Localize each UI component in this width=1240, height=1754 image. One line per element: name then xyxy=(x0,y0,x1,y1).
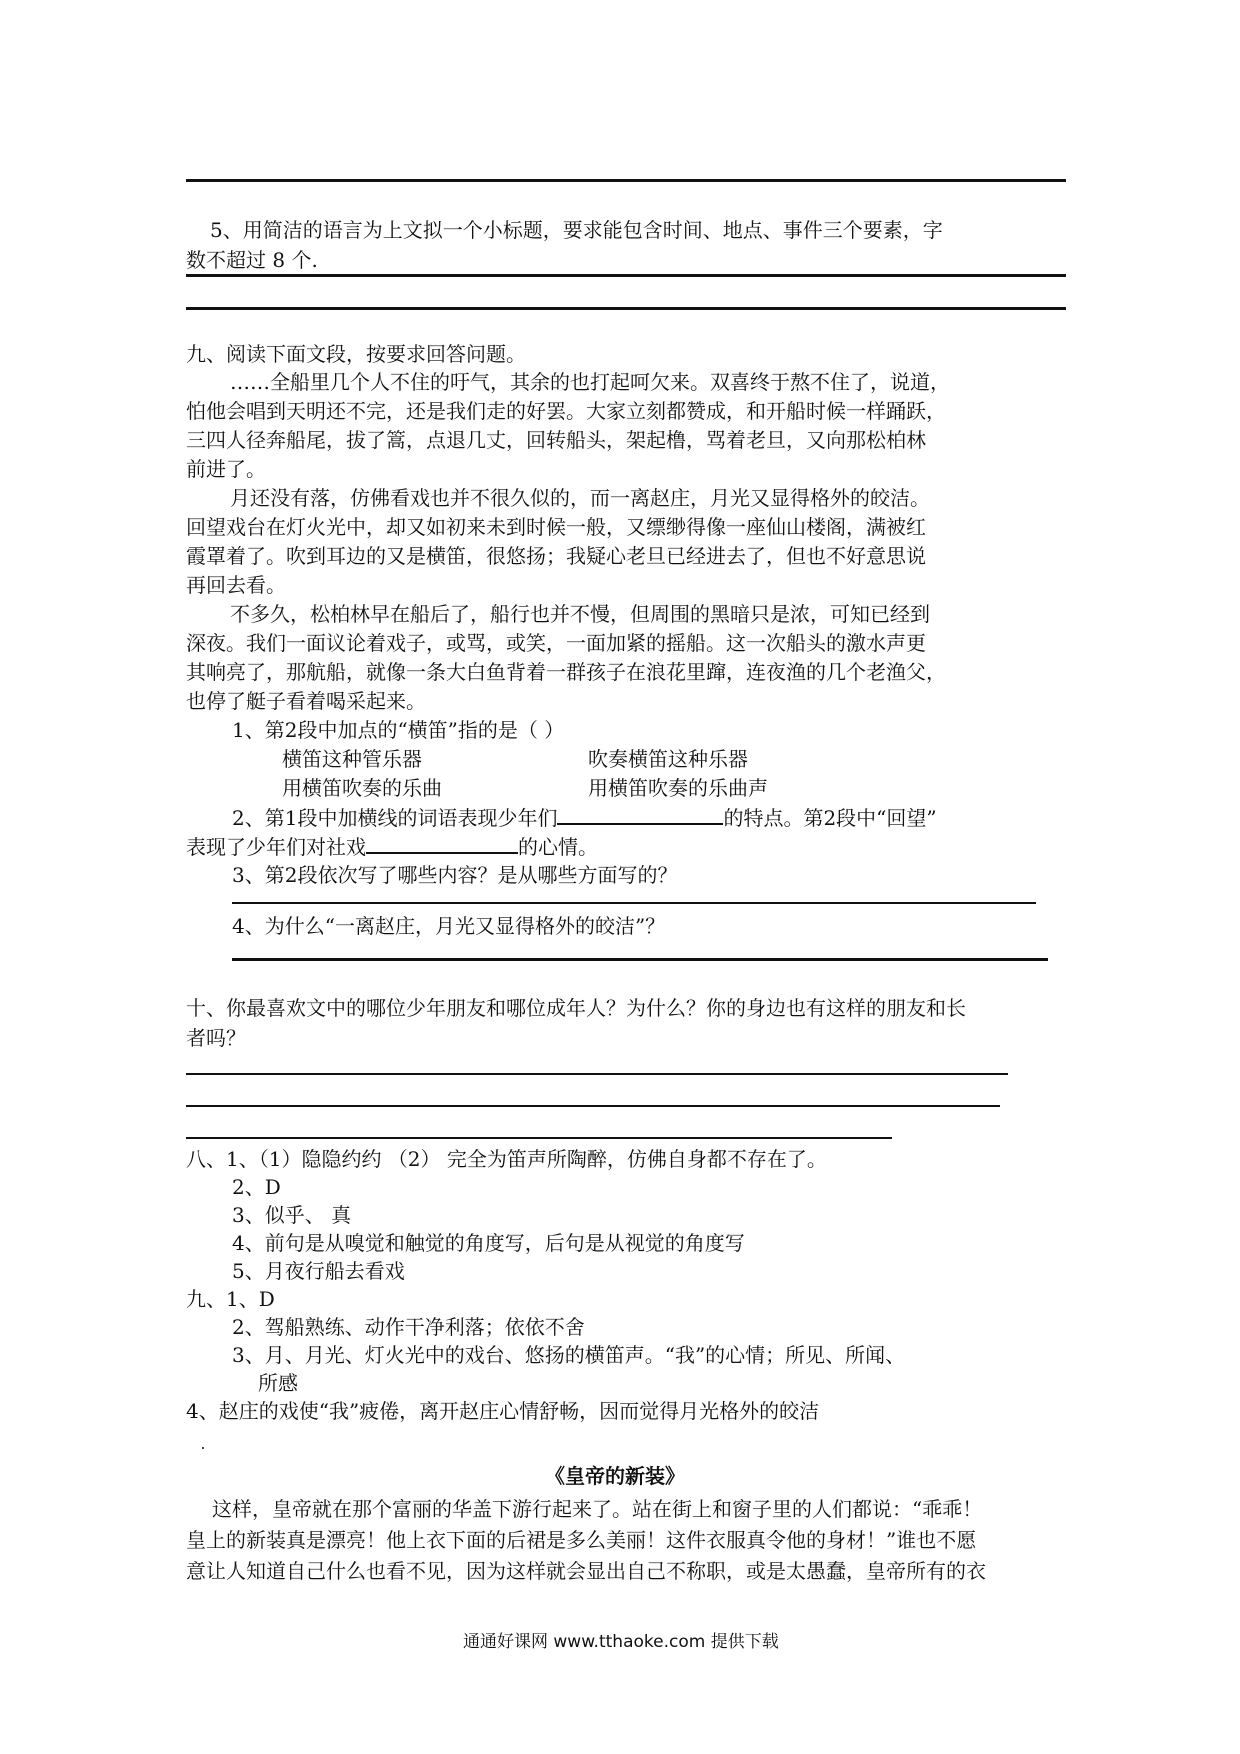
answer-line-text: 4、赵庄的戏使“我”疲倦，离开赵庄心情舒畅，因而觉得月光格外的皎洁 xyxy=(186,1399,820,1423)
question-2-text-c: 表现了少年们对社戏 xyxy=(186,835,366,859)
section-title: 《皇帝的新装》 xyxy=(545,1464,685,1488)
answer-line-text: 九、1、D xyxy=(186,1287,275,1311)
q8-5-line2: 数不超过 8 个. xyxy=(186,248,318,272)
answer-line-text: 2、驾船熟练、动作干净利落；依依不舍 xyxy=(232,1315,585,1339)
answer-line-text: 3、月、月光、灯火光中的戏台、悠扬的横笛声。“我”的心情；所见、所闻、 xyxy=(232,1343,906,1367)
answer-line-text: 3、似乎、 真 xyxy=(232,1203,352,1227)
speck xyxy=(202,1447,204,1449)
question-2-line1 xyxy=(232,803,937,832)
passage-line: 不多久，松柏林早在船后了，船行也并不慢，但周围的黑暗只是浓，可知已经到 xyxy=(230,602,930,626)
question-1: 1、第2段中加点的“横笛”指的是（ ） xyxy=(232,718,565,742)
body-line: 这样，皇帝就在那个富丽的华盖下游行起来了。站在街上和窗子里的人们都说：“乖乖！ xyxy=(212,1497,983,1521)
answer-line xyxy=(232,958,1048,961)
passage-line: 深夜。我们一面议论着戏子，或骂，或笑，一面加紧的摇船。这一次船头的激水声更 xyxy=(186,631,926,655)
section10-line2: 者吗？ xyxy=(186,1026,246,1050)
question-4: 4、为什么“一离赵庄，月光又显得格外的皎洁”？ xyxy=(232,914,666,938)
answer-line-text: 2、D xyxy=(232,1175,281,1199)
body-line: 意让人知道自己什么也看不见，因为这样就会显出自己不称职，或是太愚蠢，皇帝所有的衣 xyxy=(186,1559,986,1583)
q8-5-line1: 5、用简洁的语言为上文拟一个小标题，要求能包含时间、地点、事件三个要素，字 xyxy=(210,218,943,242)
passage-line: 怕他会唱到天明还不完，还是我们走的好罢。大家立刻都赞成，和开船时候一样踊跃， xyxy=(186,399,946,423)
passage-line: 回望戏台在灯火光中，却又如初来未到时候一般，又缥缈得像一座仙山楼阁，满被红 xyxy=(186,515,926,539)
passage-line: 也停了艇子看着喝采起来。 xyxy=(186,689,426,713)
answer-line xyxy=(186,179,1066,182)
answer-line xyxy=(186,274,1066,277)
question-3: 3、第2段依次写了哪些内容？是从哪些方面写的？ xyxy=(232,863,678,887)
option: 横笛这种管乐器 xyxy=(282,747,422,771)
passage-line: 再回去看。 xyxy=(186,573,286,597)
passage-line: 其响亮了，那航船，就像一条大白鱼背着一群孩子在浪花里蹿，连夜渔的几个老渔父， xyxy=(186,660,946,684)
answer-line-text: 5、月夜行船去看戏 xyxy=(232,1259,405,1283)
answer-line xyxy=(186,1137,892,1139)
answer-line xyxy=(186,1105,1000,1107)
question-2-text-d: 的心情。 xyxy=(518,835,598,859)
answer-line-text: 所感 xyxy=(258,1371,298,1395)
section9-heading: 九、阅读下面文段，按要求回答问题。 xyxy=(186,342,526,366)
fill-blank[interactable] xyxy=(557,803,723,825)
body-line: 皇上的新装真是漂亮！他上衣下面的后裙是多么美丽！这件衣服真令他的身材！”谁也不愿 xyxy=(186,1528,977,1552)
passage-line: 霞罩着了。吹到耳边的又是横笛，很悠扬；我疑心老旦已经进去了，但也不好意思说 xyxy=(186,544,926,568)
option: 用横笛吹奏的乐曲声 xyxy=(588,776,768,800)
section10-line1: 十、你最喜欢文中的哪位少年朋友和哪位成年人？为什么？你的身边也有这样的朋友和长 xyxy=(186,996,966,1020)
question-2-line2 xyxy=(186,832,598,861)
passage-line: 月还没有落，仿佛看戏也并不很久似的，而一离赵庄，月光又显得格外的皎洁。 xyxy=(230,486,930,510)
question-2-text-b: 的特点。第2段中“回望” xyxy=(723,806,937,830)
passage-line: 前进了。 xyxy=(186,457,266,481)
question-2-text-a: 2、第1段中加横线的词语表现少年们 xyxy=(232,806,558,830)
option: 用横笛吹奏的乐曲 xyxy=(282,776,442,800)
answer-line-text: 八、1、（1）隐隐约约 （2） 完全为笛声所陶醉，仿佛自身都不存在了。 xyxy=(186,1147,827,1171)
answer-line xyxy=(186,307,1066,310)
answer-line xyxy=(232,902,1036,904)
passage-line: ……全船里几个人不住的吁气，其余的也打起呵欠来。双喜终于熬不住了，说道， xyxy=(230,370,950,394)
passage-line: 三四人径奔船尾，拔了篙，点退几丈，回转船头，架起橹，骂着老旦，又向那松柏林 xyxy=(186,428,926,452)
answer-line-text: 4、前句是从嗅觉和触觉的角度写，后句是从视觉的角度写 xyxy=(232,1231,745,1255)
page-footer: 通通好课网 www.tthaoke.com 提供下载 xyxy=(463,1632,779,1652)
answer-line xyxy=(186,1073,1008,1075)
fill-blank[interactable] xyxy=(366,832,518,854)
option: 吹奏横笛这种乐器 xyxy=(588,747,748,771)
